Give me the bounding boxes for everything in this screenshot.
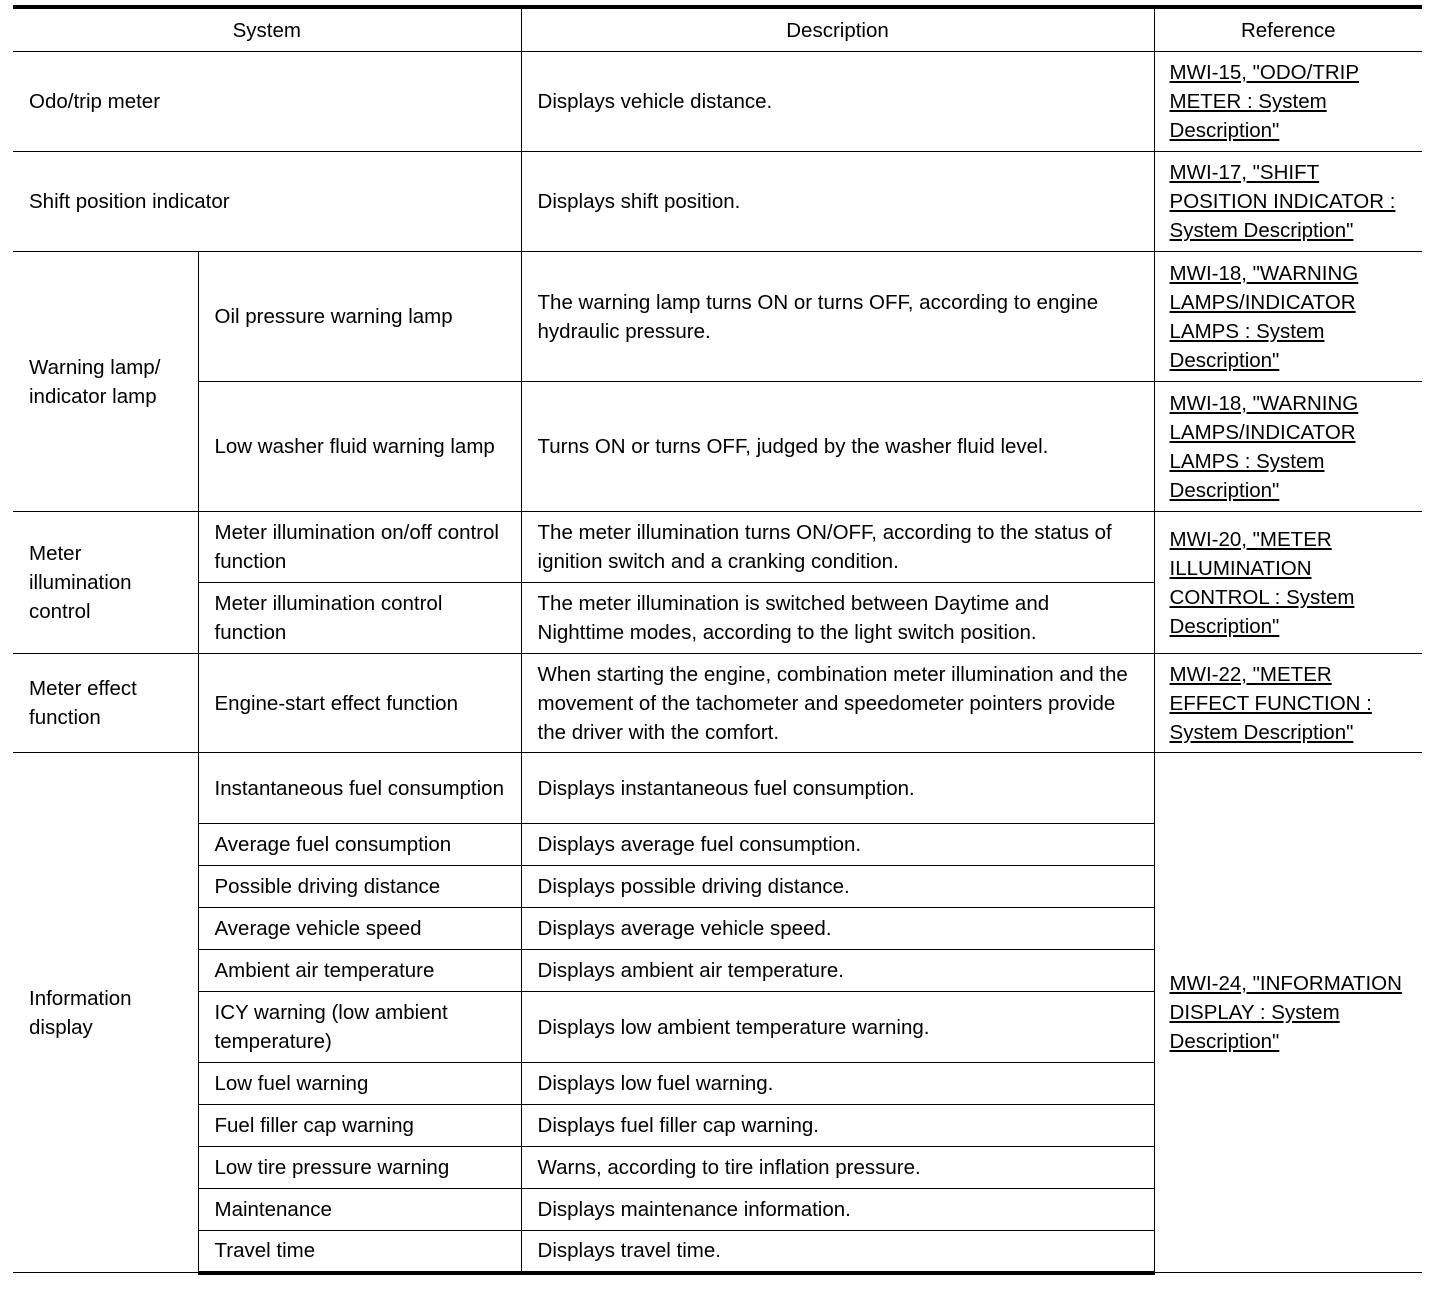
item-cell: Meter illumination on/off control function <box>198 512 521 583</box>
header-reference: Reference <box>1154 7 1422 52</box>
group-cell: Meter effect function <box>13 654 198 753</box>
reference-cell <box>1154 152 1422 252</box>
item-cell: Ambient air temperature <box>198 950 521 992</box>
reference-link[interactable]: MWI-17, "SHIFT POSITION INDICATOR : System Description" <box>1169 161 1396 242</box>
table-row <box>13 753 1422 824</box>
item-cell: Low tire pressure warning <box>198 1147 521 1189</box>
description-cell: The meter illumination is switched between Daytime and Nighttime modes, according to the light switch position. <box>521 583 1154 654</box>
item-cell: Low washer fluid warning lamp <box>198 382 521 512</box>
description-cell: Warns, according to tire inflation pressure. <box>521 1147 1154 1189</box>
description-cell: Displays ambient air temperature. <box>521 950 1154 992</box>
item-cell: Engine-start effect function <box>198 654 521 753</box>
description-cell: Displays vehicle distance. <box>521 52 1154 152</box>
table-row <box>13 654 1422 753</box>
description-cell: Displays average vehicle speed. <box>521 908 1154 950</box>
reference-cell <box>1154 654 1422 753</box>
description-cell: Displays travel time. <box>521 1231 1154 1273</box>
system-description-table <box>13 5 1422 1275</box>
item-cell: Instantaneous fuel consumption <box>198 753 521 824</box>
item-cell: Possible driving distance <box>198 866 521 908</box>
item-cell: Maintenance <box>198 1189 521 1231</box>
system-cell: Odo/trip meter <box>13 52 521 152</box>
description-cell: Displays fuel filler cap warning. <box>521 1105 1154 1147</box>
description-cell: The warning lamp turns ON or turns OFF, according to engine hydraulic pressure. <box>521 252 1154 382</box>
reference-cell <box>1154 512 1422 654</box>
reference-link[interactable]: MWI-18, "WARNING LAMPS/INDICATOR LAMPS : System Description" <box>1169 261 1359 372</box>
reference-link[interactable]: MWI-22, "METER EFFECT FUNCTION : System Description" <box>1169 662 1372 744</box>
reference-link[interactable]: MWI-18, "WARNING LAMPS/INDICATOR LAMPS : System Description" <box>1169 391 1359 502</box>
reference-link[interactable]: MWI-24, "INFORMATION DISPLAY : System Description" <box>1169 972 1402 1053</box>
description-cell: Displays low ambient temperature warning. <box>521 992 1154 1063</box>
reference-cell <box>1154 252 1422 382</box>
item-cell: Oil pressure warning lamp <box>198 252 521 382</box>
table-row <box>13 152 1422 252</box>
description-cell: Displays low fuel warning. <box>521 1063 1154 1105</box>
group-cell: Warning lamp/ indicator lamp <box>13 252 198 512</box>
description-cell: The meter illumination turns ON/OFF, according to the status of ignition switch and a cranking condition. <box>521 512 1154 583</box>
header-description: Description <box>521 7 1154 52</box>
reference-cell <box>1154 52 1422 152</box>
table-header-row <box>13 7 1422 52</box>
table-row <box>13 252 1422 382</box>
table-row <box>13 52 1422 152</box>
group-cell: Meter illumination control <box>13 512 198 654</box>
description-cell: Turns ON or turns OFF, judged by the washer fluid level. <box>521 382 1154 512</box>
item-cell: Average fuel consumption <box>198 824 521 866</box>
reference-cell <box>1154 753 1422 1273</box>
item-cell: Average vehicle speed <box>198 908 521 950</box>
description-cell: Displays maintenance information. <box>521 1189 1154 1231</box>
item-cell: ICY warning (low ambient temperature) <box>198 992 521 1063</box>
description-cell: Displays instantaneous fuel consumption. <box>521 753 1154 824</box>
reference-link[interactable]: MWI-15, "ODO/TRIP METER : System Description" <box>1169 61 1360 142</box>
description-cell: Displays average fuel consumption. <box>521 824 1154 866</box>
reference-link[interactable]: MWI-20, "METER ILLUMINATION CONTROL : System Description" <box>1169 527 1355 638</box>
item-cell: Low fuel warning <box>198 1063 521 1105</box>
reference-cell <box>1154 382 1422 512</box>
item-cell: Travel time <box>198 1231 521 1273</box>
item-cell: Fuel filler cap warning <box>198 1105 521 1147</box>
description-cell: When starting the engine, combination meter illumination and the movement of the tachometer and speedometer pointers provide the driver with the comfort. <box>521 654 1154 753</box>
system-cell: Shift position indicator <box>13 152 521 252</box>
description-cell: Displays shift position. <box>521 152 1154 252</box>
table-row <box>13 512 1422 583</box>
item-cell: Meter illumination control function <box>198 583 521 654</box>
group-cell: Information display <box>13 753 198 1273</box>
table-row <box>13 382 1422 512</box>
description-cell: Displays possible driving distance. <box>521 866 1154 908</box>
header-system: System <box>13 7 521 52</box>
